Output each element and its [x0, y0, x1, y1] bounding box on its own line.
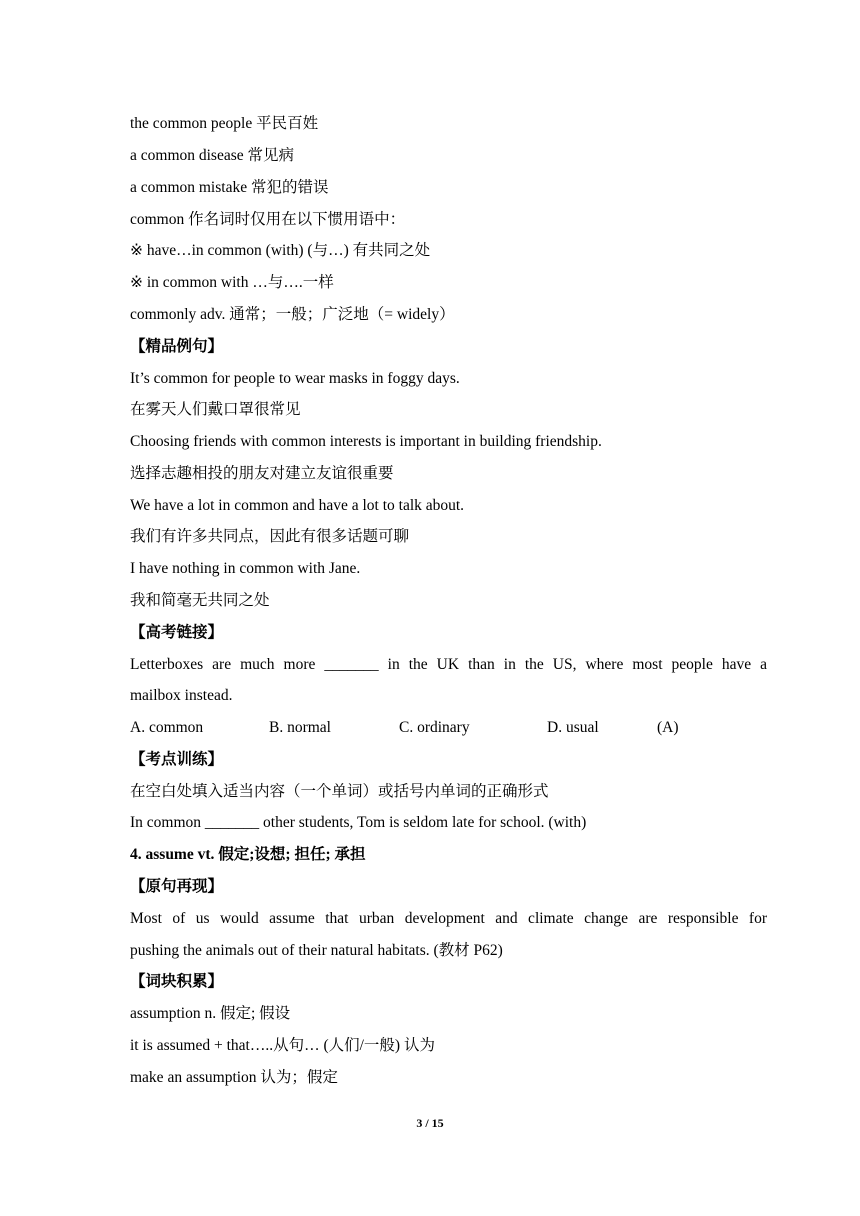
source-sentence: Most of us would assume that urban development and climate change are responsible for — [130, 910, 767, 927]
example-translation: 选择志趣相投的朋友对建立友谊很重要 — [130, 465, 394, 482]
answer-options — [130, 718, 767, 738]
text-line: commonly adv. 通常；一般；广泛地（= widely） — [130, 306, 455, 323]
option-d: D. usual — [547, 719, 599, 736]
instruction-text: 在空白处填入适当内容（一个单词）或括号内单词的正确形式 — [130, 783, 549, 800]
answer-key: (A) — [657, 719, 679, 736]
example-translation: 我和简毫无共同之处 — [130, 592, 270, 609]
text-line: a common disease 常见病 — [130, 147, 295, 164]
example-sentence: Choosing friends with common interests is important in building friendship. — [130, 433, 602, 450]
example-translation: 我们有许多共同点，因此有很多话题可聊 — [130, 528, 410, 545]
source-sentence: pushing the animals out of their natural habitats. (教材 P62) — [130, 942, 503, 959]
section-heading: 【词块积累】 — [130, 973, 224, 990]
section-heading: 【精品例句】 — [130, 338, 224, 355]
text-line: common 作名词时仅用在以下惯用语中： — [130, 211, 406, 228]
exercise-text: In common _______ other students, Tom is seldom late for school. (with) — [130, 814, 587, 831]
question-text: mailbox instead. — [130, 687, 233, 704]
option-a: A. common — [130, 719, 204, 736]
example-sentence: I have nothing in common with Jane. — [130, 560, 361, 577]
section-heading: 【高考链接】 — [130, 624, 224, 641]
example-translation: 在雾天人们戴口罩很常见 — [130, 401, 301, 418]
option-c: C. ordinary — [399, 719, 470, 736]
text-line: a common mistake 常犯的错误 — [130, 179, 329, 196]
entry-heading: 4. assume vt. 假定;设想; 担任; 承担 — [130, 846, 366, 863]
question-text: Letterboxes are much more _______ in the UK than in the US, where most people have a — [130, 656, 767, 673]
text-line: the common people 平民百姓 — [130, 115, 319, 132]
text-line: assumption n. 假定; 假设 — [130, 1005, 291, 1022]
section-heading: 【考点训练】 — [130, 751, 224, 768]
section-heading: 【原句再现】 — [130, 878, 224, 895]
example-sentence: It’s common for people to wear masks in foggy days. — [130, 370, 460, 387]
text-line: ※ in common with …与….一样 — [130, 274, 334, 291]
text-line: make an assumption 认为；假定 — [130, 1069, 338, 1086]
text-line: it is assumed + that…..从句… (人们/一般) 认为 — [130, 1037, 435, 1054]
text-line: ※ have…in common (with) (与…) 有共同之处 — [130, 242, 431, 259]
page-number: 3 / 15 — [416, 1116, 444, 1130]
example-sentence: We have a lot in common and have a lot to talk about. — [130, 497, 465, 514]
option-b: B. normal — [269, 719, 331, 736]
